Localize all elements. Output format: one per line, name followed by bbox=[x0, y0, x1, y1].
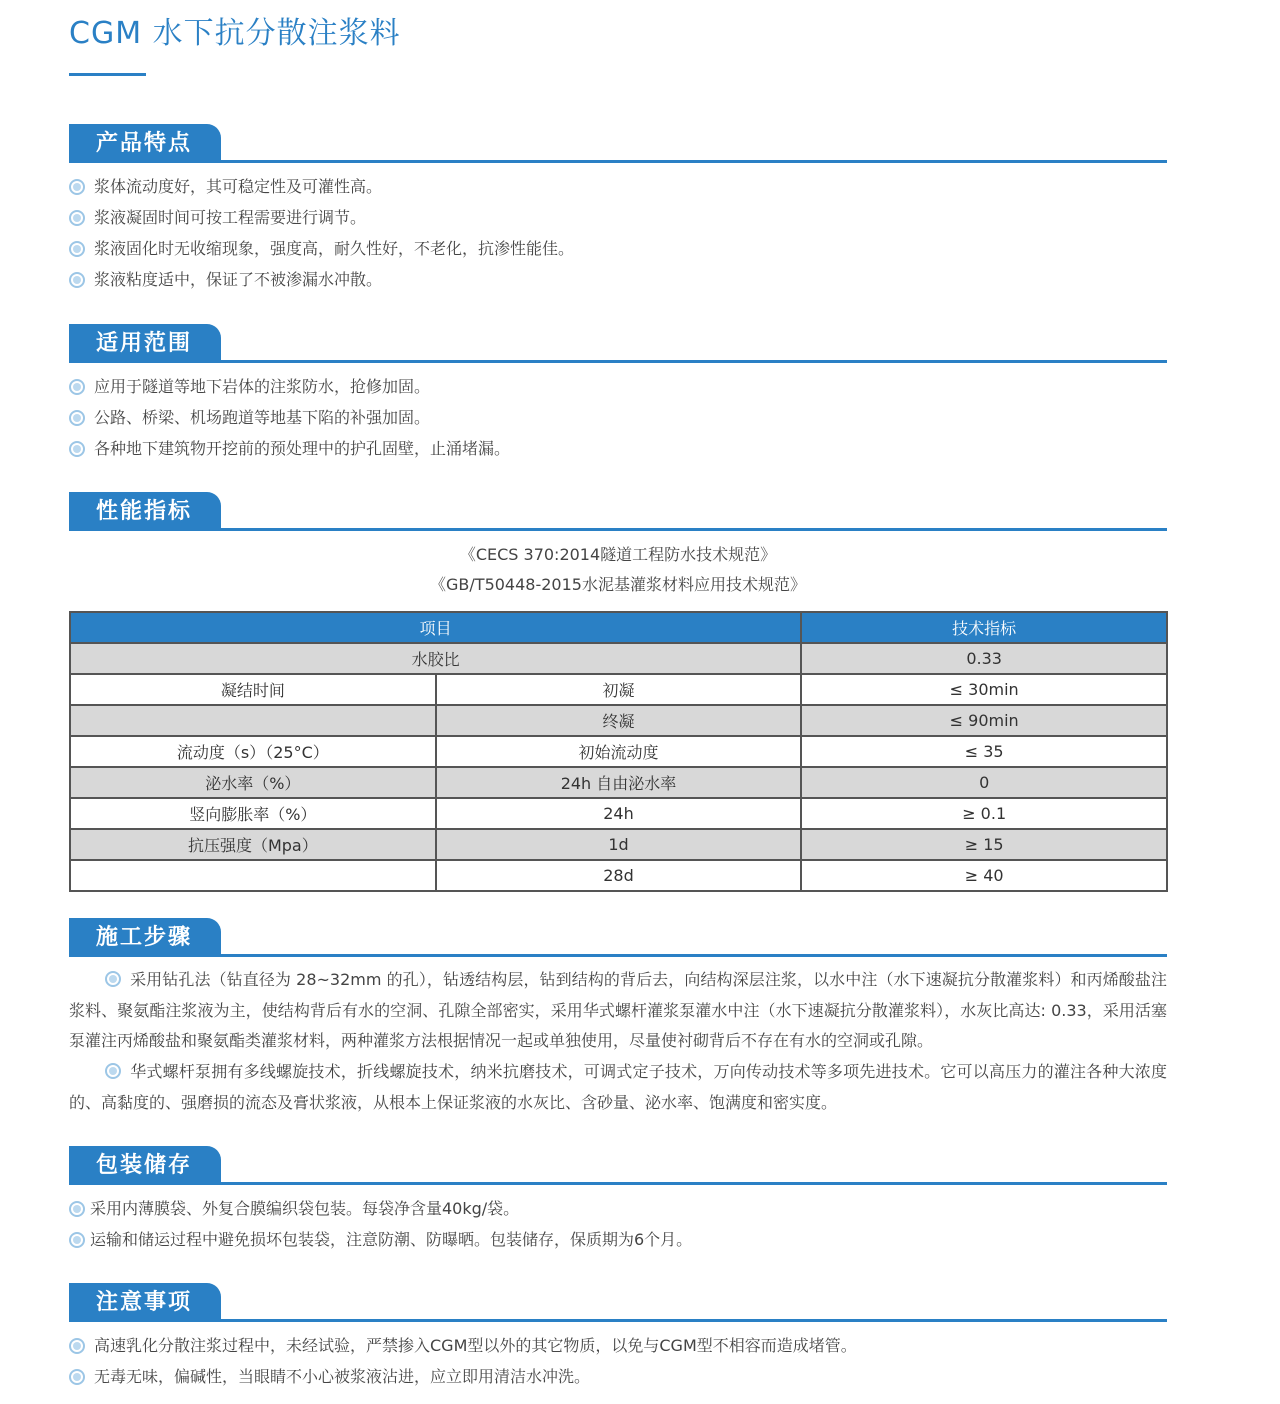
double-circle-icon bbox=[69, 241, 85, 257]
table-cell: 0.33 bbox=[801, 643, 1167, 674]
double-circle-icon bbox=[105, 971, 121, 987]
table-row bbox=[70, 829, 1167, 860]
table-cell: 28d bbox=[436, 860, 802, 891]
item-text: 公路、桥梁、机场跑道等地基下陷的补强加固。 bbox=[94, 408, 431, 427]
item-text: 应用于隧道等地下岩体的注浆防水，抢修加固。 bbox=[94, 377, 431, 396]
list-item bbox=[69, 402, 1167, 433]
table-cell: 1d bbox=[436, 829, 802, 860]
table-cell: ≥ 0.1 bbox=[801, 798, 1167, 829]
item-text: 高速乳化分散注浆过程中，未经试验，严禁掺入CGM型以外的其它物质，以免与CGM型不相容而造成堵管。 bbox=[94, 1336, 857, 1355]
item-text: 各种地下建筑物开挖前的预处理中的护孔固壁，止涌堵漏。 bbox=[94, 439, 511, 458]
list-item bbox=[69, 1361, 1167, 1392]
list-item bbox=[69, 202, 1167, 233]
item-text: 浆液粘度适中，保证了不被渗漏水冲散。 bbox=[94, 270, 383, 289]
item-text: 浆液凝固时间可按工程需要进行调节。 bbox=[94, 208, 367, 227]
table-cell bbox=[70, 705, 436, 736]
page-title: CGM 水下抗分散注浆料 bbox=[69, 16, 401, 51]
section-title: 性能指标 bbox=[69, 492, 221, 530]
divider bbox=[69, 160, 1167, 163]
item-text: 浆液固化时无收缩现象，强度高，耐久性好，不老化，抗渗性能佳。 bbox=[94, 239, 575, 258]
section-title: 产品特点 bbox=[69, 124, 221, 162]
table-row bbox=[70, 767, 1167, 798]
table-cell: 终凝 bbox=[436, 705, 802, 736]
list-item bbox=[69, 1330, 1167, 1361]
construction-text bbox=[69, 965, 1167, 1119]
table-cell: 初始流动度 bbox=[436, 736, 802, 767]
table-cell: ≤ 35 bbox=[801, 736, 1167, 767]
table-cell: 24h 自由泌水率 bbox=[436, 767, 802, 798]
double-circle-icon bbox=[69, 1338, 85, 1354]
performance-table bbox=[69, 611, 1168, 892]
table-row bbox=[70, 736, 1167, 767]
section-header-performance bbox=[69, 492, 1167, 532]
table-cell: 0 bbox=[801, 767, 1167, 798]
double-circle-icon bbox=[69, 1369, 85, 1385]
section-title: 注意事项 bbox=[69, 1283, 221, 1321]
double-circle-icon bbox=[105, 1063, 121, 1079]
table-cell: 水胶比 bbox=[70, 643, 801, 674]
table-row bbox=[70, 798, 1167, 829]
header-cell: 技术指标 bbox=[801, 612, 1167, 643]
section-title: 施工步骤 bbox=[69, 918, 221, 956]
scope-list bbox=[69, 371, 1167, 464]
table-cell: 24h bbox=[436, 798, 802, 829]
divider bbox=[69, 954, 1167, 957]
item-text: 浆体流动度好，其可稳定性及可灌性高。 bbox=[94, 177, 383, 196]
section-header-notes bbox=[69, 1283, 1167, 1323]
section-title: 包装储存 bbox=[69, 1146, 221, 1184]
table-row bbox=[70, 705, 1167, 736]
standard-reference: 《GB/T50448-2015水泥基灌浆材料应用技术规范》 bbox=[430, 575, 806, 594]
item-text: 无毒无味，偏碱性，当眼睛不小心被浆液沾进，应立即用清洁水冲洗。 bbox=[94, 1367, 591, 1386]
divider bbox=[69, 360, 1167, 363]
list-item bbox=[69, 433, 1167, 464]
list-item bbox=[69, 371, 1167, 402]
table-cell: 流动度（s）（25°C） bbox=[70, 736, 436, 767]
standard-reference: 《CECS 370:2014隧道工程防水技术规范》 bbox=[459, 545, 777, 564]
table-header-row bbox=[70, 612, 1167, 643]
table-cell: 凝结时间 bbox=[70, 674, 436, 705]
double-circle-icon bbox=[69, 179, 85, 195]
section-header-construction bbox=[69, 918, 1167, 958]
double-circle-icon bbox=[69, 1232, 85, 1248]
item-text: 运输和储运过程中避免损坏包装袋，注意防潮、防曝晒。包装储存，保质期为6个月。 bbox=[90, 1230, 693, 1249]
header-cell: 项目 bbox=[70, 612, 801, 643]
divider bbox=[69, 528, 1167, 531]
table-cell: ≤ 90min bbox=[801, 705, 1167, 736]
list-item bbox=[69, 264, 1167, 295]
section-header-scope bbox=[69, 324, 1167, 364]
table-cell: 竖向膨胀率（%） bbox=[70, 798, 436, 829]
paragraph-text: 华式螺杆泵拥有多线螺旋技术，折线螺旋技术，纳米抗磨技术，可调式定子技术，万向传动技术等多项先进技术。它可以高压力的灌注各种大浓度的、高黏度的、强磨损的流态及膏状浆液，从根本上保证浆液的水灰比、含砂量、泌水率、饱满度和密实度。 bbox=[69, 1062, 1167, 1112]
list-item bbox=[69, 171, 1167, 202]
double-circle-icon bbox=[69, 379, 85, 395]
double-circle-icon bbox=[69, 441, 85, 457]
divider bbox=[69, 1182, 1167, 1185]
notes-list bbox=[69, 1330, 1167, 1392]
table-cell bbox=[70, 860, 436, 891]
table-cell: ≥ 15 bbox=[801, 829, 1167, 860]
table-cell: 抗压强度（Mpa） bbox=[70, 829, 436, 860]
double-circle-icon bbox=[69, 1201, 85, 1217]
table-cell: ≤ 30min bbox=[801, 674, 1167, 705]
section-title: 适用范围 bbox=[69, 324, 221, 362]
table-row bbox=[70, 674, 1167, 705]
paragraph bbox=[69, 965, 1167, 1057]
table-cell: 初凝 bbox=[436, 674, 802, 705]
section-header-packaging bbox=[69, 1146, 1167, 1186]
double-circle-icon bbox=[69, 210, 85, 226]
title-underline bbox=[69, 73, 146, 76]
section-header-features bbox=[69, 124, 1167, 164]
list-item bbox=[69, 1193, 1167, 1224]
double-circle-icon bbox=[69, 272, 85, 288]
double-circle-icon bbox=[69, 410, 85, 426]
features-list bbox=[69, 171, 1167, 295]
table-row bbox=[70, 860, 1167, 891]
item-text: 采用内薄膜袋、外复合膜编织袋包装。每袋净含量40kg/袋。 bbox=[90, 1199, 520, 1218]
paragraph-text: 采用钻孔法（钻直径为 28~32mm 的孔），钻透结构层，钻到结构的背后去，向结构深层注浆，以水中注（水下速凝抗分散灌浆料）和丙烯酸盐注浆料、聚氨酯注浆液为主，使结构背后有水的空洞、孔隙全部密实，采用华式螺杆灌浆泵灌水中注（水下速凝抗分散灌浆料），水灰比高达: 0.33，采用活塞泵灌注丙烯酸盐和聚氨酯类灌浆材料，两种灌浆方法根据情况一起或单独使用，尽量使衬砌背后不存在有水的空洞或孔隙。 bbox=[69, 970, 1167, 1051]
list-item bbox=[69, 1224, 1167, 1255]
table-row bbox=[70, 643, 1167, 674]
divider bbox=[69, 1319, 1167, 1322]
packaging-list bbox=[69, 1193, 1167, 1255]
paragraph bbox=[69, 1057, 1167, 1118]
list-item bbox=[69, 233, 1167, 264]
table-cell: 泌水率（%） bbox=[70, 767, 436, 798]
table-cell: ≥ 40 bbox=[801, 860, 1167, 891]
